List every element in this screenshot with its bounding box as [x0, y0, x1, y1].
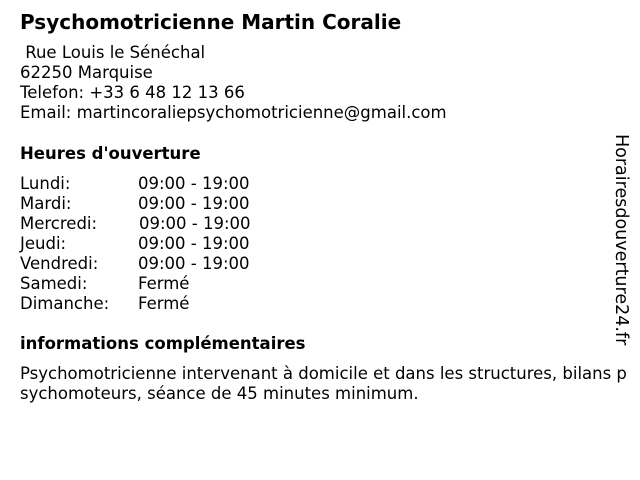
contact-block — [20, 43, 447, 123]
hours-row-mardi — [20, 194, 420, 214]
day-label: Vendredi: — [20, 254, 99, 273]
info-text: Psychomotricienne intervenant à domicile et dans les structures, bilans psychomoteurs, séance de 45 minutes minimum. — [20, 364, 627, 403]
day-label: Mardi: — [20, 194, 72, 213]
hours-row-jeudi — [20, 234, 420, 254]
time-value: 09:00 - 19:00 — [138, 234, 250, 253]
watermark-text: Horairesdouverture24.fr — [611, 134, 631, 346]
day-label: Mercredi: — [20, 214, 98, 233]
phone-line: Telefon: +33 6 48 12 13 66 — [20, 83, 245, 102]
day-label: Lundi: — [20, 174, 71, 193]
time-value: 09:00 - 19:00 — [139, 214, 251, 233]
hours-row-samedi — [20, 274, 420, 294]
page-title: Psychomotricienne Martin Coralie — [20, 10, 402, 34]
time-value: Fermé — [138, 294, 190, 313]
day-label: Samedi: — [20, 274, 88, 293]
time-value: 09:00 - 19:00 — [138, 194, 250, 213]
hours-table — [20, 174, 420, 314]
info-heading: informations complémentaires — [20, 334, 306, 353]
day-label: Dimanche: — [20, 294, 110, 313]
city-postal: 62250 Marquise — [20, 63, 153, 82]
hours-heading: Heures d'ouverture — [20, 144, 201, 163]
day-label: Jeudi: — [20, 234, 67, 253]
street-address: Rue Louis le Sénéchal — [20, 43, 206, 62]
hours-row-dimanche — [20, 294, 420, 314]
hours-row-lundi — [20, 174, 420, 194]
time-value: 09:00 - 19:00 — [138, 174, 250, 193]
hours-row-vendredi — [20, 254, 420, 274]
hours-row-mercredi — [20, 214, 420, 234]
email-line: Email: martincoraliepsychomotricienne@gmail.com — [20, 103, 447, 122]
time-value: 09:00 - 19:00 — [138, 254, 250, 273]
time-value: Fermé — [138, 274, 190, 293]
